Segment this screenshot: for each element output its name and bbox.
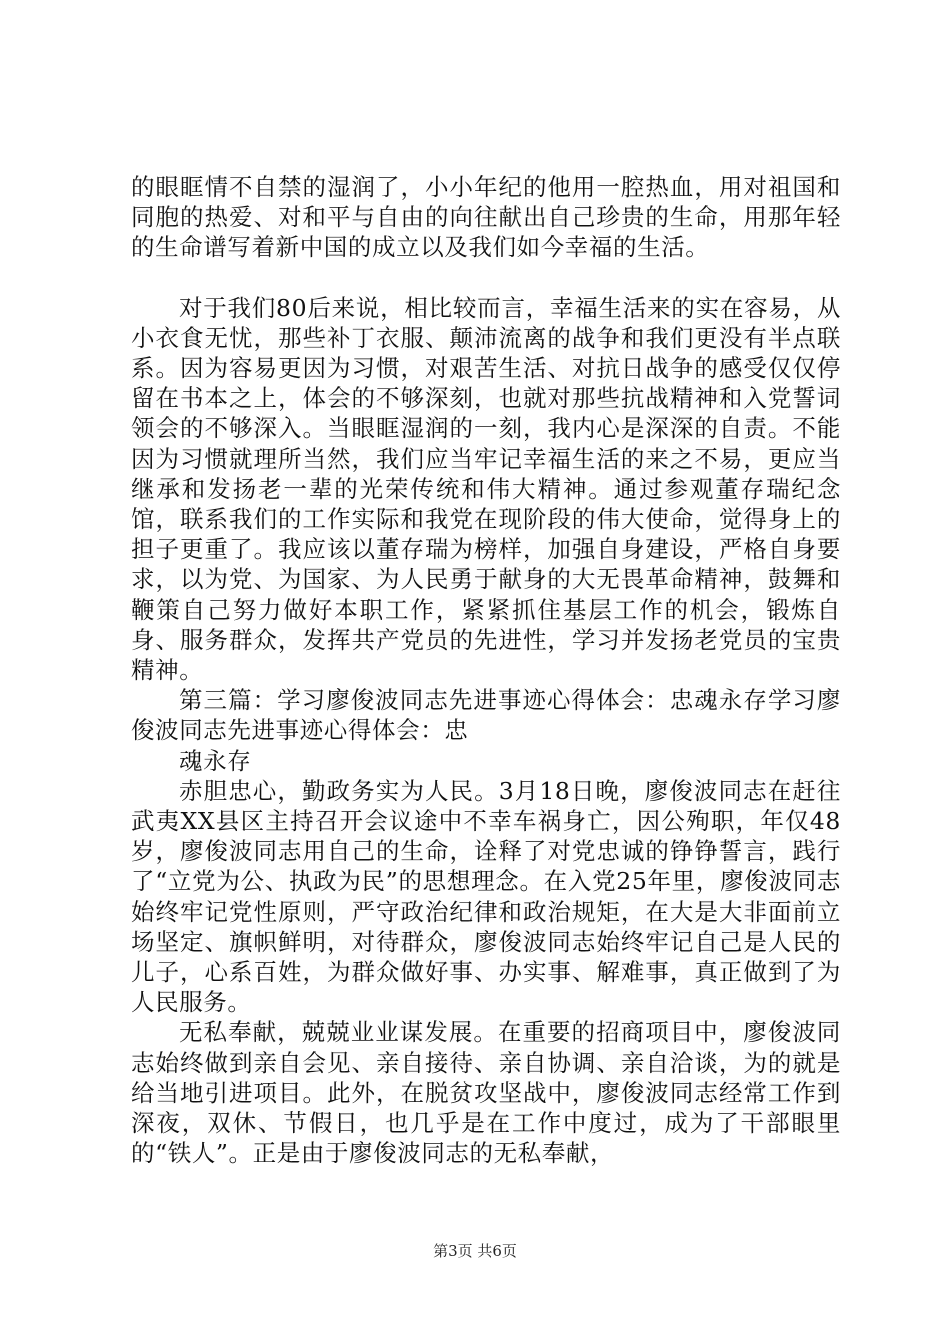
section-heading-part3: 第三篇：学习廖俊波同志先进事迹心得体会：忠魂永存学习廖俊波同志先进事迹心得体会：忠 xyxy=(131,686,841,745)
paragraph-post80s-reflection: 对于我们80后来说，相比较而言，幸福生活来的实在容易，从小衣食无忧，那些补丁衣服、颠沛流离的战争和我们更没有半点联系。因为容易更因为习惯，对艰苦生活、对抗日战争的感受仅仅停留在书本之上，体会的不够深刻，也就对那些抗战精神和入党誓词领会的不够深入。当眼眶湿润的一刻，我内心是深深的自责。不能因为习惯就理所当然，我们应当牢记幸福生活的来之不易，更应当继承和发扬老一辈的光荣传统和伟大精神。通过参观董存瑞纪念馆，联系我们的工作实际和我党在现阶段的伟大使命，觉得身上的担子更重了。我应该以董存瑞为榜样，加强自身建设，严格自身要求，以为党、为国家、为人民勇于献身的大无畏革命精神，鼓舞和鞭策自己努力做好本职工作，紧紧抓住基层工作的机会，锻炼自身、服务群众，发挥共产党员的先进性，学习并发扬老党员的宝贵精神。 xyxy=(131,293,841,685)
paragraph-loyalty: 赤胆忠心，勤政务实为人民。3月18日晚，廖俊波同志在赶往武夷XX县区主持召开会议途中不幸车祸身亡，因公殉职，年仅48岁，廖俊波同志用自己的生命，诠释了对党忠诚的铮铮誓言，践行了“立党为公、执政为民”的思想理念。在入党25年里，廖俊波同志始终牢记党性原则，严守政治纪律和政治规矩，在大是大非面前立场坚定、旗帜鲜明，对待群众，廖俊波同志始终牢记自己是人民的儿子，心系百姓，为群众做好事、办实事、解难事，真正做到了为人民服务。 xyxy=(131,776,841,1017)
paragraph-dedication: 无私奉献，兢兢业业谋发展。在重要的招商项目中，廖俊波同志始终做到亲自会见、亲自接待、亲自协调、亲自洽谈，为的就是给当地引进项目。此外，在脱贫攻坚战中，廖俊波同志经常工作到深夜，双休、节假日，也几乎是在工作中度过，成为了干部眼里的“铁人”。正是由于廖俊波同志的无私奉献， xyxy=(131,1018,841,1168)
document-body xyxy=(131,172,841,1169)
page-footer: 第3页 共6页 xyxy=(433,1242,517,1260)
section-heading-part3-tail: 魂永存 xyxy=(179,746,252,775)
paragraph-continuation: 的眼眶情不自禁的湿润了，小小年纪的他用一腔热血，用对祖国和同胞的热爱、对和平与自由的向往献出自己珍贵的生命，用那年轻的生命谱写着新中国的成立以及我们如今幸福的生活。 xyxy=(131,173,841,262)
